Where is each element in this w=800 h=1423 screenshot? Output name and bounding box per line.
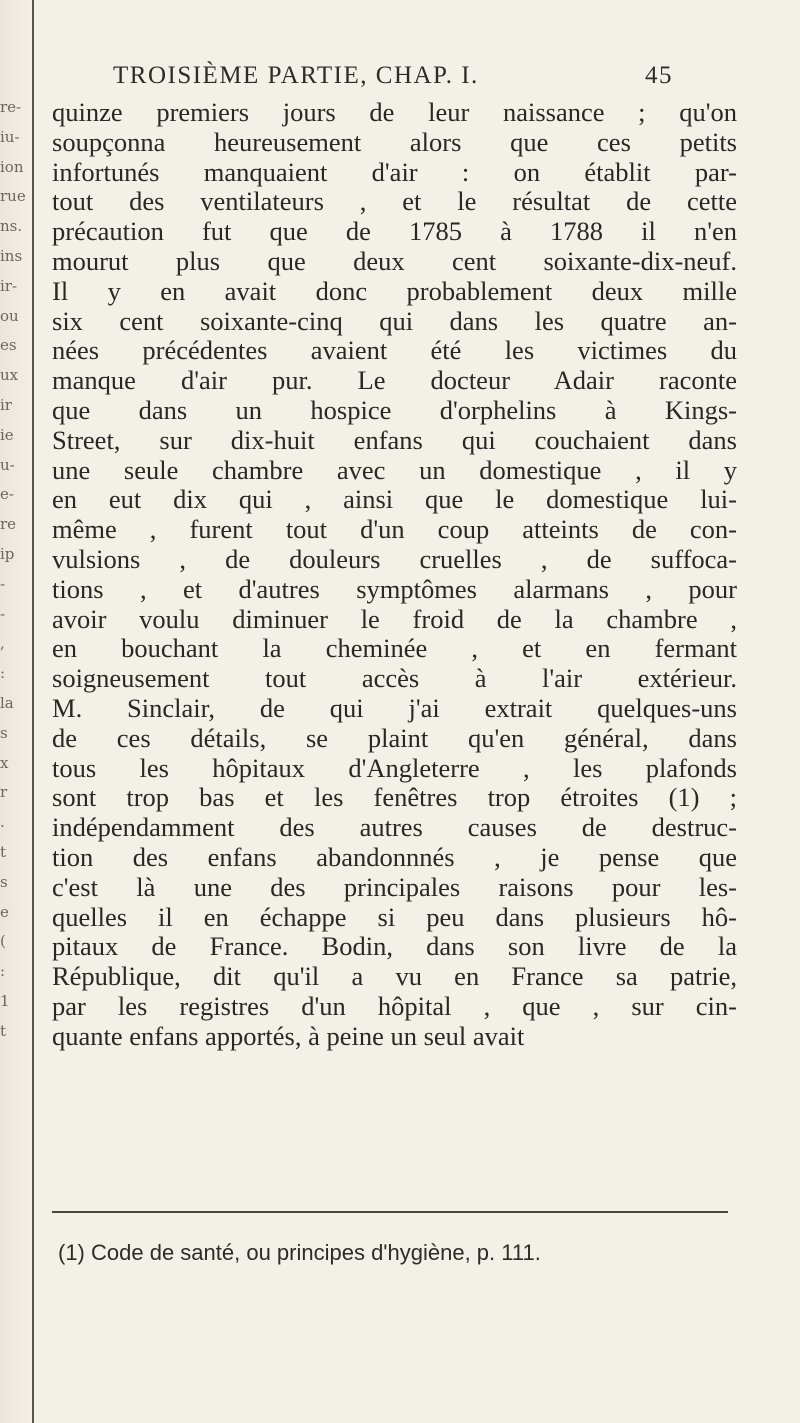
margin-fragment: s xyxy=(0,872,8,891)
binding-edge xyxy=(32,0,34,1423)
margin-fragment: e xyxy=(0,902,9,921)
margin-fragment: iu- xyxy=(0,127,20,146)
margin-fragment: t xyxy=(0,1021,7,1040)
text-line: indépendamment des autres causes de destruc- xyxy=(52,812,737,843)
text-line: quelles il en échappe si peu dans plusieurs hô- xyxy=(52,901,737,932)
text-line: en eut dix qui , ainsi que le domestique lui- xyxy=(52,484,737,515)
text-line: Il y en avait donc probablement deux mille xyxy=(52,275,737,306)
margin-fragment: rue xyxy=(0,187,26,206)
margin-fragment: ie xyxy=(0,425,14,444)
margin-fragment: t xyxy=(0,843,7,861)
margin-fragment: r xyxy=(0,783,8,802)
text-line: sont trop bas et les fenêtres trop étroites (1) ; xyxy=(52,782,737,813)
text-line: précaution fut que de 1785 à 1788 il n'en xyxy=(52,216,737,247)
margin-fragment: ins xyxy=(0,247,23,265)
text-line: par les registres d'un hôpital , que , sur cin- xyxy=(52,990,737,1021)
text-line: République, dit qu'il a vu en France sa patrie, xyxy=(52,961,737,992)
running-head: TROISIÈME PARTIE, CHAP. I. xyxy=(113,62,479,89)
text-line: infortunés manquaient d'air : on établit par- xyxy=(52,156,737,187)
margin-fragment: ir- xyxy=(0,276,18,295)
footnote-divider xyxy=(52,1211,728,1213)
margin-fragment: ion xyxy=(0,157,24,176)
margin-fragment: la xyxy=(0,694,14,712)
margin-fragment: - xyxy=(0,604,6,623)
margin-fragment: es xyxy=(0,336,17,355)
margin-fragment: . xyxy=(0,813,5,832)
text-line: tout des ventilateurs , et le résultat de cette xyxy=(52,186,737,217)
text-line: de ces détails, se plaint qu'en général, dans xyxy=(52,722,737,753)
margin-fragment: re- xyxy=(0,98,22,116)
text-line: que dans un hospice d'orphelins à Kings- xyxy=(52,394,737,425)
text-line: soigneusement tout accès à l'air extérieur. xyxy=(52,663,737,694)
text-line: tions , et d'autres symptômes alarmans , pour xyxy=(52,573,737,604)
text-line: six cent soixante-cinq qui dans les quatre an- xyxy=(52,305,737,336)
text-line: mourut plus que deux cent soixante-dix-neuf. xyxy=(52,245,737,276)
text-line: Street, sur dix-huit enfans qui couchaient dans xyxy=(52,424,737,455)
text-line: c'est là une des principales raisons pour les- xyxy=(52,871,737,902)
body-text xyxy=(52,98,737,1052)
margin-fragment: ir xyxy=(0,396,12,414)
margin-fragment: e- xyxy=(0,485,14,504)
text-line: quinze premiers jours de leur naissance ; qu'on xyxy=(52,97,737,127)
text-line: soupçonna heureusement alors que ces petits xyxy=(52,126,737,157)
margin-fragment: : xyxy=(0,962,6,981)
margin-fragment: u- xyxy=(0,455,15,474)
page-number: 45 xyxy=(645,62,673,89)
margin-fragment: ou xyxy=(0,306,19,325)
text-line: même , furent tout d'un coup atteints de con- xyxy=(52,514,737,545)
margin-fragment: x xyxy=(0,753,9,772)
text-line: une seule chambre avec un domestique , il y xyxy=(52,454,737,485)
margin-fragment: : xyxy=(0,664,6,683)
margin-fragment: s xyxy=(0,723,8,742)
text-line: vulsions , de douleurs cruelles , de suffoca- xyxy=(52,543,737,574)
text-line: avoir voulu diminuer le froid de la chambre , xyxy=(52,603,737,634)
margin-fragment: ip xyxy=(0,545,15,563)
text-line: manque d'air pur. Le docteur Adair raconte xyxy=(52,365,737,396)
text-line: en bouchant la cheminée , et en fermant xyxy=(52,633,737,664)
text-line: pitaux de France. Bodin, dans son livre de la xyxy=(52,931,737,962)
margin-fragment: ux xyxy=(0,366,19,385)
margin-fragment: ( xyxy=(0,932,6,951)
text-line: M. Sinclair, de qui j'ai extrait quelques-uns xyxy=(52,692,737,723)
margin-fragment: , xyxy=(0,634,5,653)
footnote: (1) Code de santé, ou principes d'hygiène, p. 111. xyxy=(58,1240,541,1265)
margin-fragment: ns. xyxy=(0,217,23,236)
margin-fragment: re xyxy=(0,515,17,534)
margin-fragment: 1 xyxy=(0,992,10,1010)
page-header xyxy=(113,62,673,90)
text-line: quante enfans apportés, à peine un seul avait xyxy=(52,1020,525,1051)
text-line: tous les hôpitaux d'Angleterre , les plafonds xyxy=(52,752,737,783)
text-line: tion des enfans abandonnnés , je pense que xyxy=(52,841,737,872)
text-line: nées précédentes avaient été les victimes du xyxy=(52,335,737,366)
margin-fragment: - xyxy=(0,574,6,593)
